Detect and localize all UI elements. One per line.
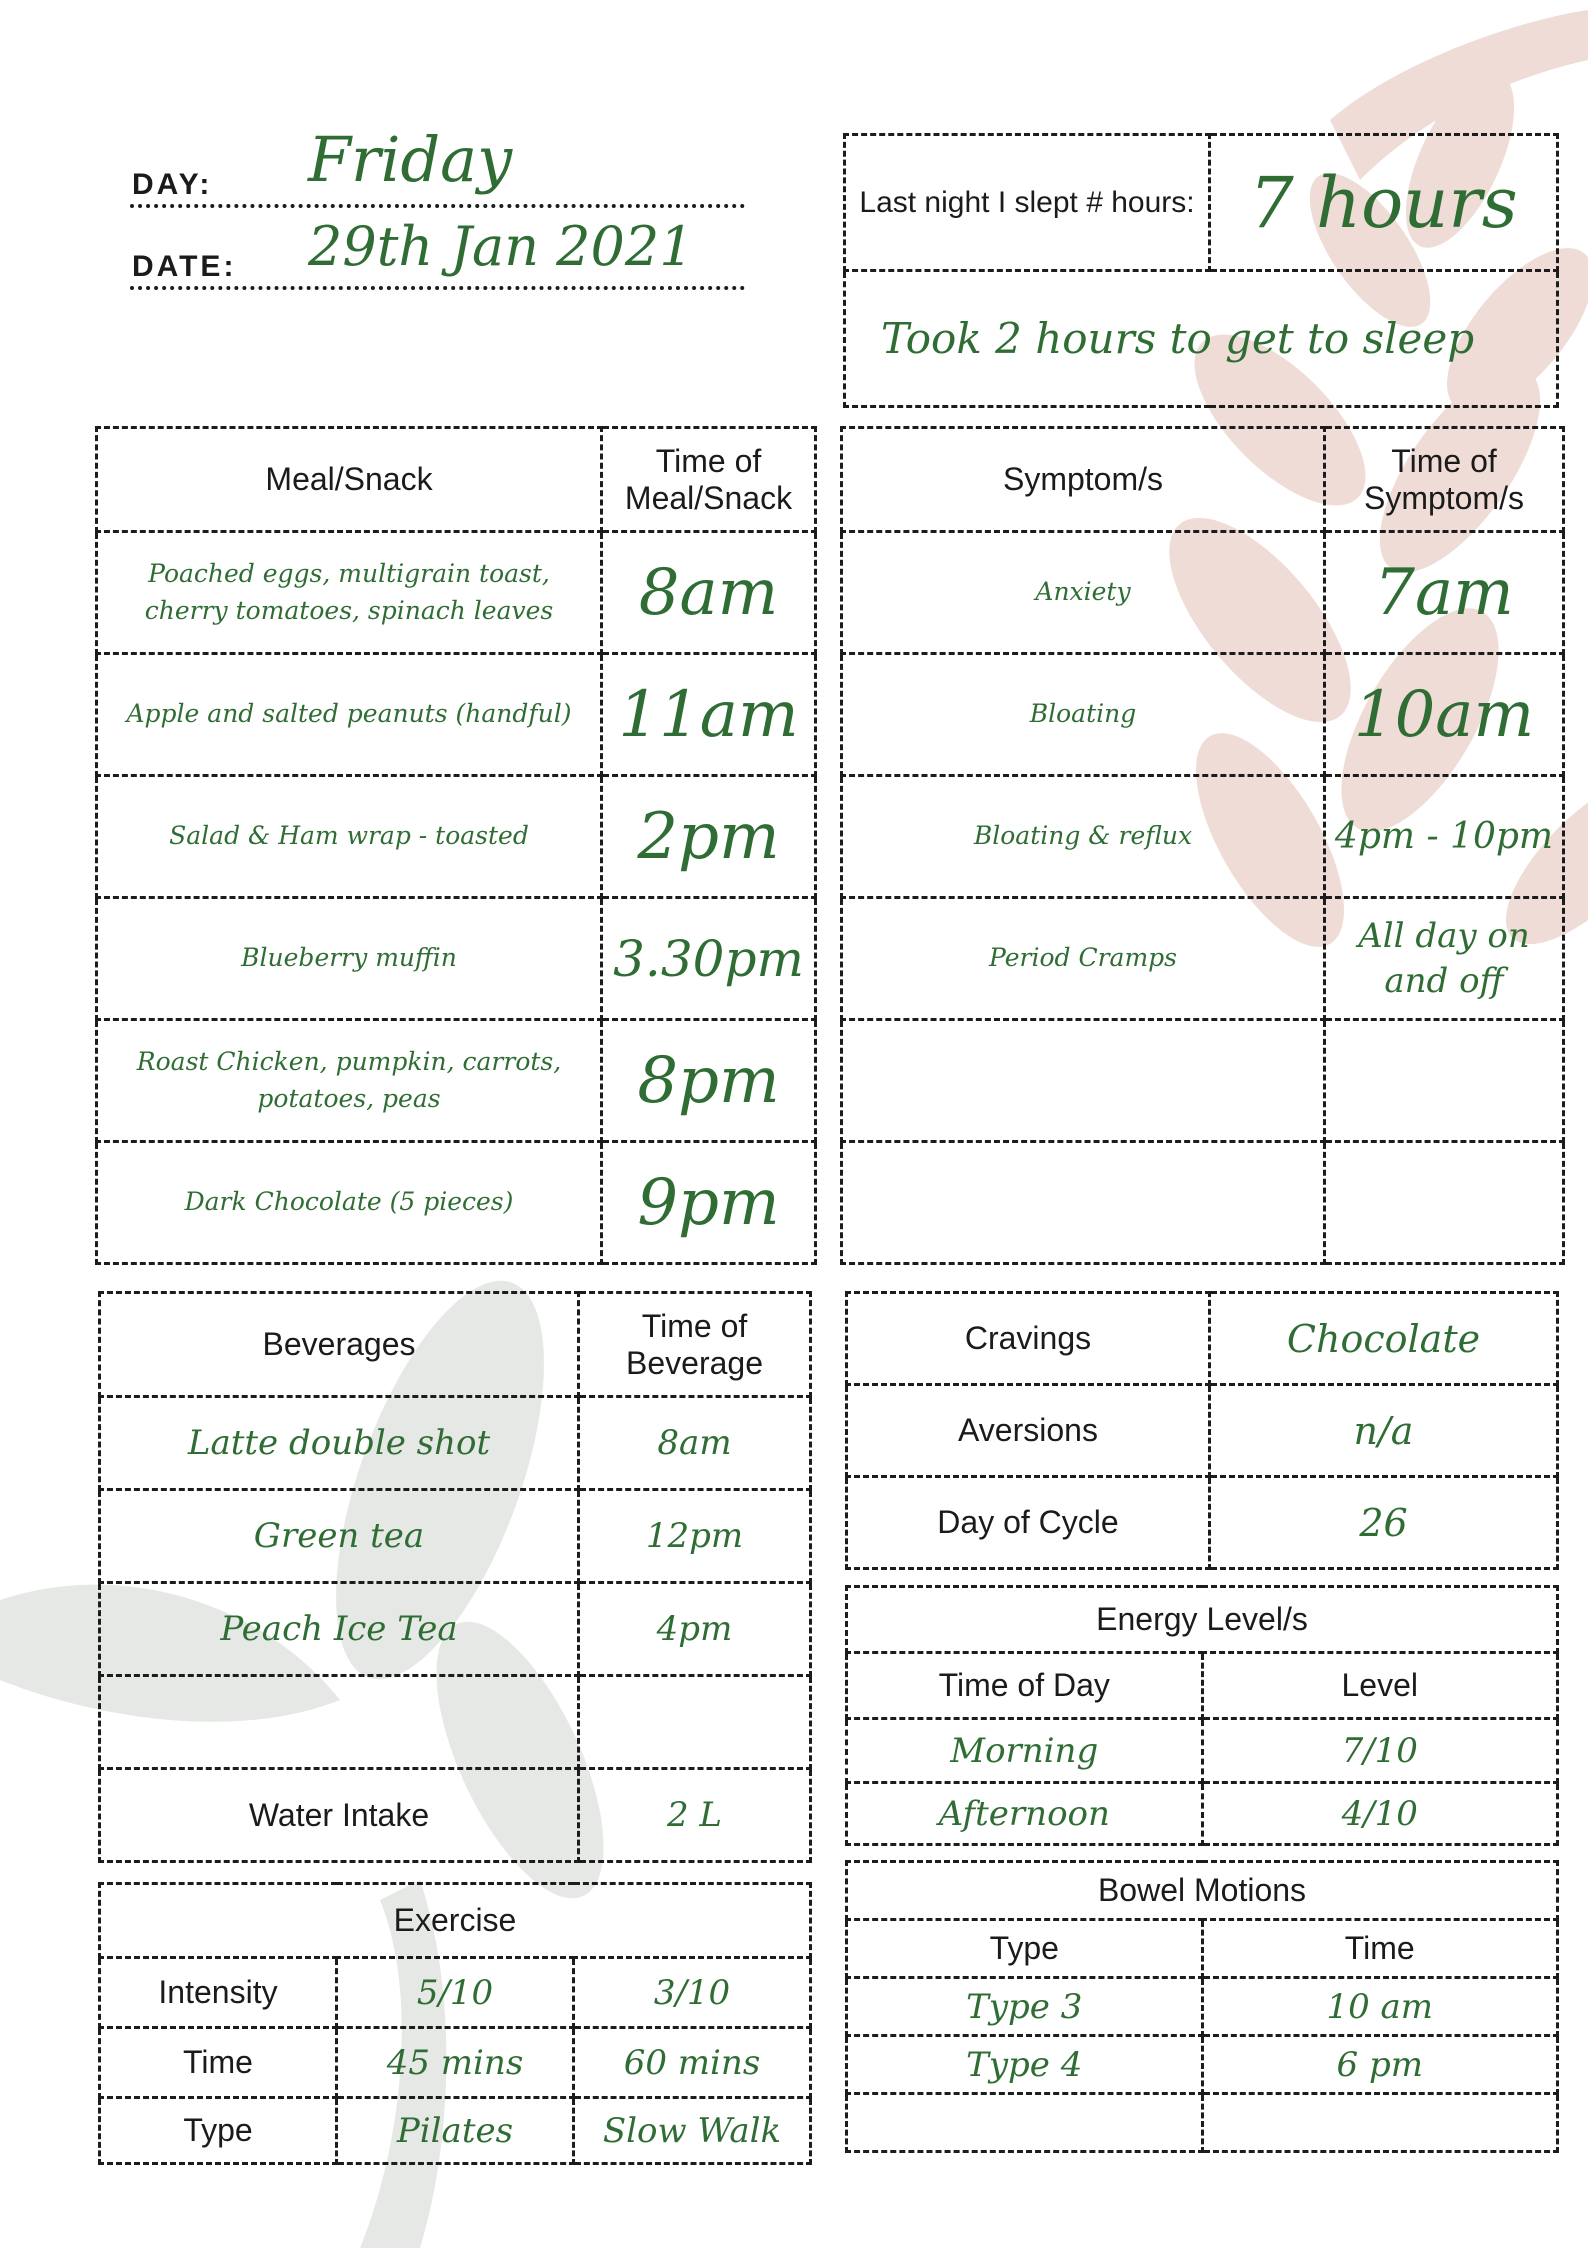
table-row xyxy=(842,1020,1564,1142)
intensity-value: 3/10 xyxy=(574,1958,811,2028)
symptom-cell: Period Cramps xyxy=(842,898,1325,1020)
table-row xyxy=(847,1719,1558,1783)
day-of-cycle-label: Day of Cycle xyxy=(847,1477,1210,1569)
bowel-time-cell xyxy=(1202,2094,1558,2152)
date-label: DATE: xyxy=(132,250,237,283)
beverage-header: Beverages xyxy=(100,1293,579,1397)
date-value: 29th Jan 2021 xyxy=(308,215,694,278)
symptoms-table xyxy=(840,426,1565,1265)
symptom-time-cell xyxy=(1325,1020,1564,1142)
day-of-cycle-value: 26 xyxy=(1210,1477,1558,1569)
table-row xyxy=(847,1293,1558,1385)
beverage-cell: Green tea xyxy=(100,1490,579,1583)
energy-level-cell: 4/10 xyxy=(1202,1783,1558,1845)
meal-time-cell: 8am xyxy=(602,532,816,654)
water-intake-label: Water Intake xyxy=(100,1769,579,1862)
bowel-type-cell: Type 4 xyxy=(847,2036,1203,2094)
intensity-label: Intensity xyxy=(100,1958,337,2028)
meal-time-header: Time of Meal/Snack xyxy=(602,428,816,532)
energy-level-cell: 7/10 xyxy=(1202,1719,1558,1783)
table-row xyxy=(847,1477,1558,1569)
exercise-type-value: Pilates xyxy=(337,2098,574,2164)
meal-cell: Poached eggs, multigrain toast, cherry tomatoes, spinach leaves xyxy=(97,532,602,654)
table-row xyxy=(847,1385,1558,1477)
bowel-type-cell xyxy=(847,2094,1203,2152)
beverage-time-cell xyxy=(579,1676,811,1769)
meal-time-cell: 2pm xyxy=(602,776,816,898)
table-row xyxy=(100,2098,811,2164)
energy-time-header: Time of Day xyxy=(847,1653,1203,1719)
symptom-cell: Anxiety xyxy=(842,532,1325,654)
energy-time-cell: Afternoon xyxy=(847,1783,1203,1845)
symptom-cell: Bloating xyxy=(842,654,1325,776)
aversions-value: n/a xyxy=(1210,1385,1558,1477)
bowel-title: Bowel Motions xyxy=(847,1862,1558,1920)
meal-header: Meal/Snack xyxy=(97,428,602,532)
energy-title: Energy Level/s xyxy=(847,1587,1558,1653)
day-value: Friday xyxy=(308,123,513,196)
meal-cell: Salad & Ham wrap - toasted xyxy=(97,776,602,898)
day-label: DAY: xyxy=(132,168,213,201)
table-row xyxy=(97,776,816,898)
meal-time-cell: 11am xyxy=(602,654,816,776)
meal-time-cell: 3.30pm xyxy=(602,898,816,1020)
meal-time-cell: 9pm xyxy=(602,1142,816,1264)
sleep-label: Last night I slept # hours: xyxy=(845,135,1210,271)
meals-table xyxy=(95,426,817,1265)
meal-cell: Blueberry muffin xyxy=(97,898,602,1020)
symptom-time-cell: 4pm - 10pm xyxy=(1325,776,1564,898)
symptom-cell xyxy=(842,1142,1325,1264)
table-row xyxy=(97,654,816,776)
sleep-table xyxy=(843,133,1559,408)
table-row xyxy=(847,1978,1558,2036)
table-row xyxy=(97,1020,816,1142)
bowel-type-cell: Type 3 xyxy=(847,1978,1203,2036)
time-label: Time xyxy=(100,2028,337,2098)
beverage-time-cell: 4pm xyxy=(579,1583,811,1676)
sleep-hours: 7 hours xyxy=(1210,135,1558,271)
meal-cell: Apple and salted peanuts (handful) xyxy=(97,654,602,776)
table-row xyxy=(847,2036,1558,2094)
symptom-time-cell: All day on and off xyxy=(1325,898,1564,1020)
symptom-time-cell xyxy=(1325,1142,1564,1264)
aversions-label: Aversions xyxy=(847,1385,1210,1477)
beverage-time-header: Time of Beverage xyxy=(579,1293,811,1397)
beverage-time-cell: 8am xyxy=(579,1397,811,1490)
bowel-table xyxy=(845,1860,1559,2153)
table-row xyxy=(100,1490,811,1583)
table-row xyxy=(842,776,1564,898)
table-row xyxy=(847,1783,1558,1845)
symptom-time-header: Time of Symptom/s xyxy=(1325,428,1564,532)
table-row xyxy=(842,654,1564,776)
bowel-type-header: Type xyxy=(847,1920,1203,1978)
energy-level-header: Level xyxy=(1202,1653,1558,1719)
day-date-header xyxy=(130,100,745,290)
energy-table xyxy=(845,1585,1559,1846)
cravings-value: Chocolate xyxy=(1210,1293,1558,1385)
table-row xyxy=(97,1142,816,1264)
beverages-table xyxy=(98,1291,812,1863)
table-row xyxy=(97,898,816,1020)
table-row xyxy=(100,1769,811,1862)
table-row xyxy=(842,532,1564,654)
table-row xyxy=(100,2028,811,2098)
exercise-type-value: Slow Walk xyxy=(574,2098,811,2164)
type-label: Type xyxy=(100,2098,337,2164)
beverage-cell xyxy=(100,1676,579,1769)
meal-cell: Roast Chicken, pumpkin, carrots, potatoes, peas xyxy=(97,1020,602,1142)
beverage-cell: Peach Ice Tea xyxy=(100,1583,579,1676)
table-row xyxy=(100,1397,811,1490)
bowel-time-header: Time xyxy=(1202,1920,1558,1978)
exercise-time-value: 60 mins xyxy=(574,2028,811,2098)
intensity-value: 5/10 xyxy=(337,1958,574,2028)
table-row xyxy=(100,1958,811,2028)
bowel-time-cell: 6 pm xyxy=(1202,2036,1558,2094)
beverage-time-cell: 12pm xyxy=(579,1490,811,1583)
table-row xyxy=(842,898,1564,1020)
energy-time-cell: Morning xyxy=(847,1719,1203,1783)
exercise-table xyxy=(98,1882,812,2165)
beverage-cell: Latte double shot xyxy=(100,1397,579,1490)
exercise-title: Exercise xyxy=(100,1884,811,1958)
cravings-label: Cravings xyxy=(847,1293,1210,1385)
table-row xyxy=(100,1583,811,1676)
cravings-table xyxy=(845,1291,1559,1570)
symptom-cell: Bloating & reflux xyxy=(842,776,1325,898)
table-row xyxy=(847,2094,1558,2152)
symptom-cell xyxy=(842,1020,1325,1142)
meal-cell: Dark Chocolate (5 pieces) xyxy=(97,1142,602,1264)
symptom-header: Symptom/s xyxy=(842,428,1325,532)
table-row xyxy=(842,1142,1564,1264)
bowel-time-cell: 10 am xyxy=(1202,1978,1558,2036)
meal-time-cell: 8pm xyxy=(602,1020,816,1142)
sleep-note: Took 2 hours to get to sleep xyxy=(845,271,1558,407)
symptom-time-cell: 7am xyxy=(1325,532,1564,654)
exercise-time-value: 45 mins xyxy=(337,2028,574,2098)
symptom-time-cell: 10am xyxy=(1325,654,1564,776)
table-row xyxy=(100,1676,811,1769)
table-row xyxy=(97,532,816,654)
water-intake-value: 2 L xyxy=(579,1769,811,1862)
